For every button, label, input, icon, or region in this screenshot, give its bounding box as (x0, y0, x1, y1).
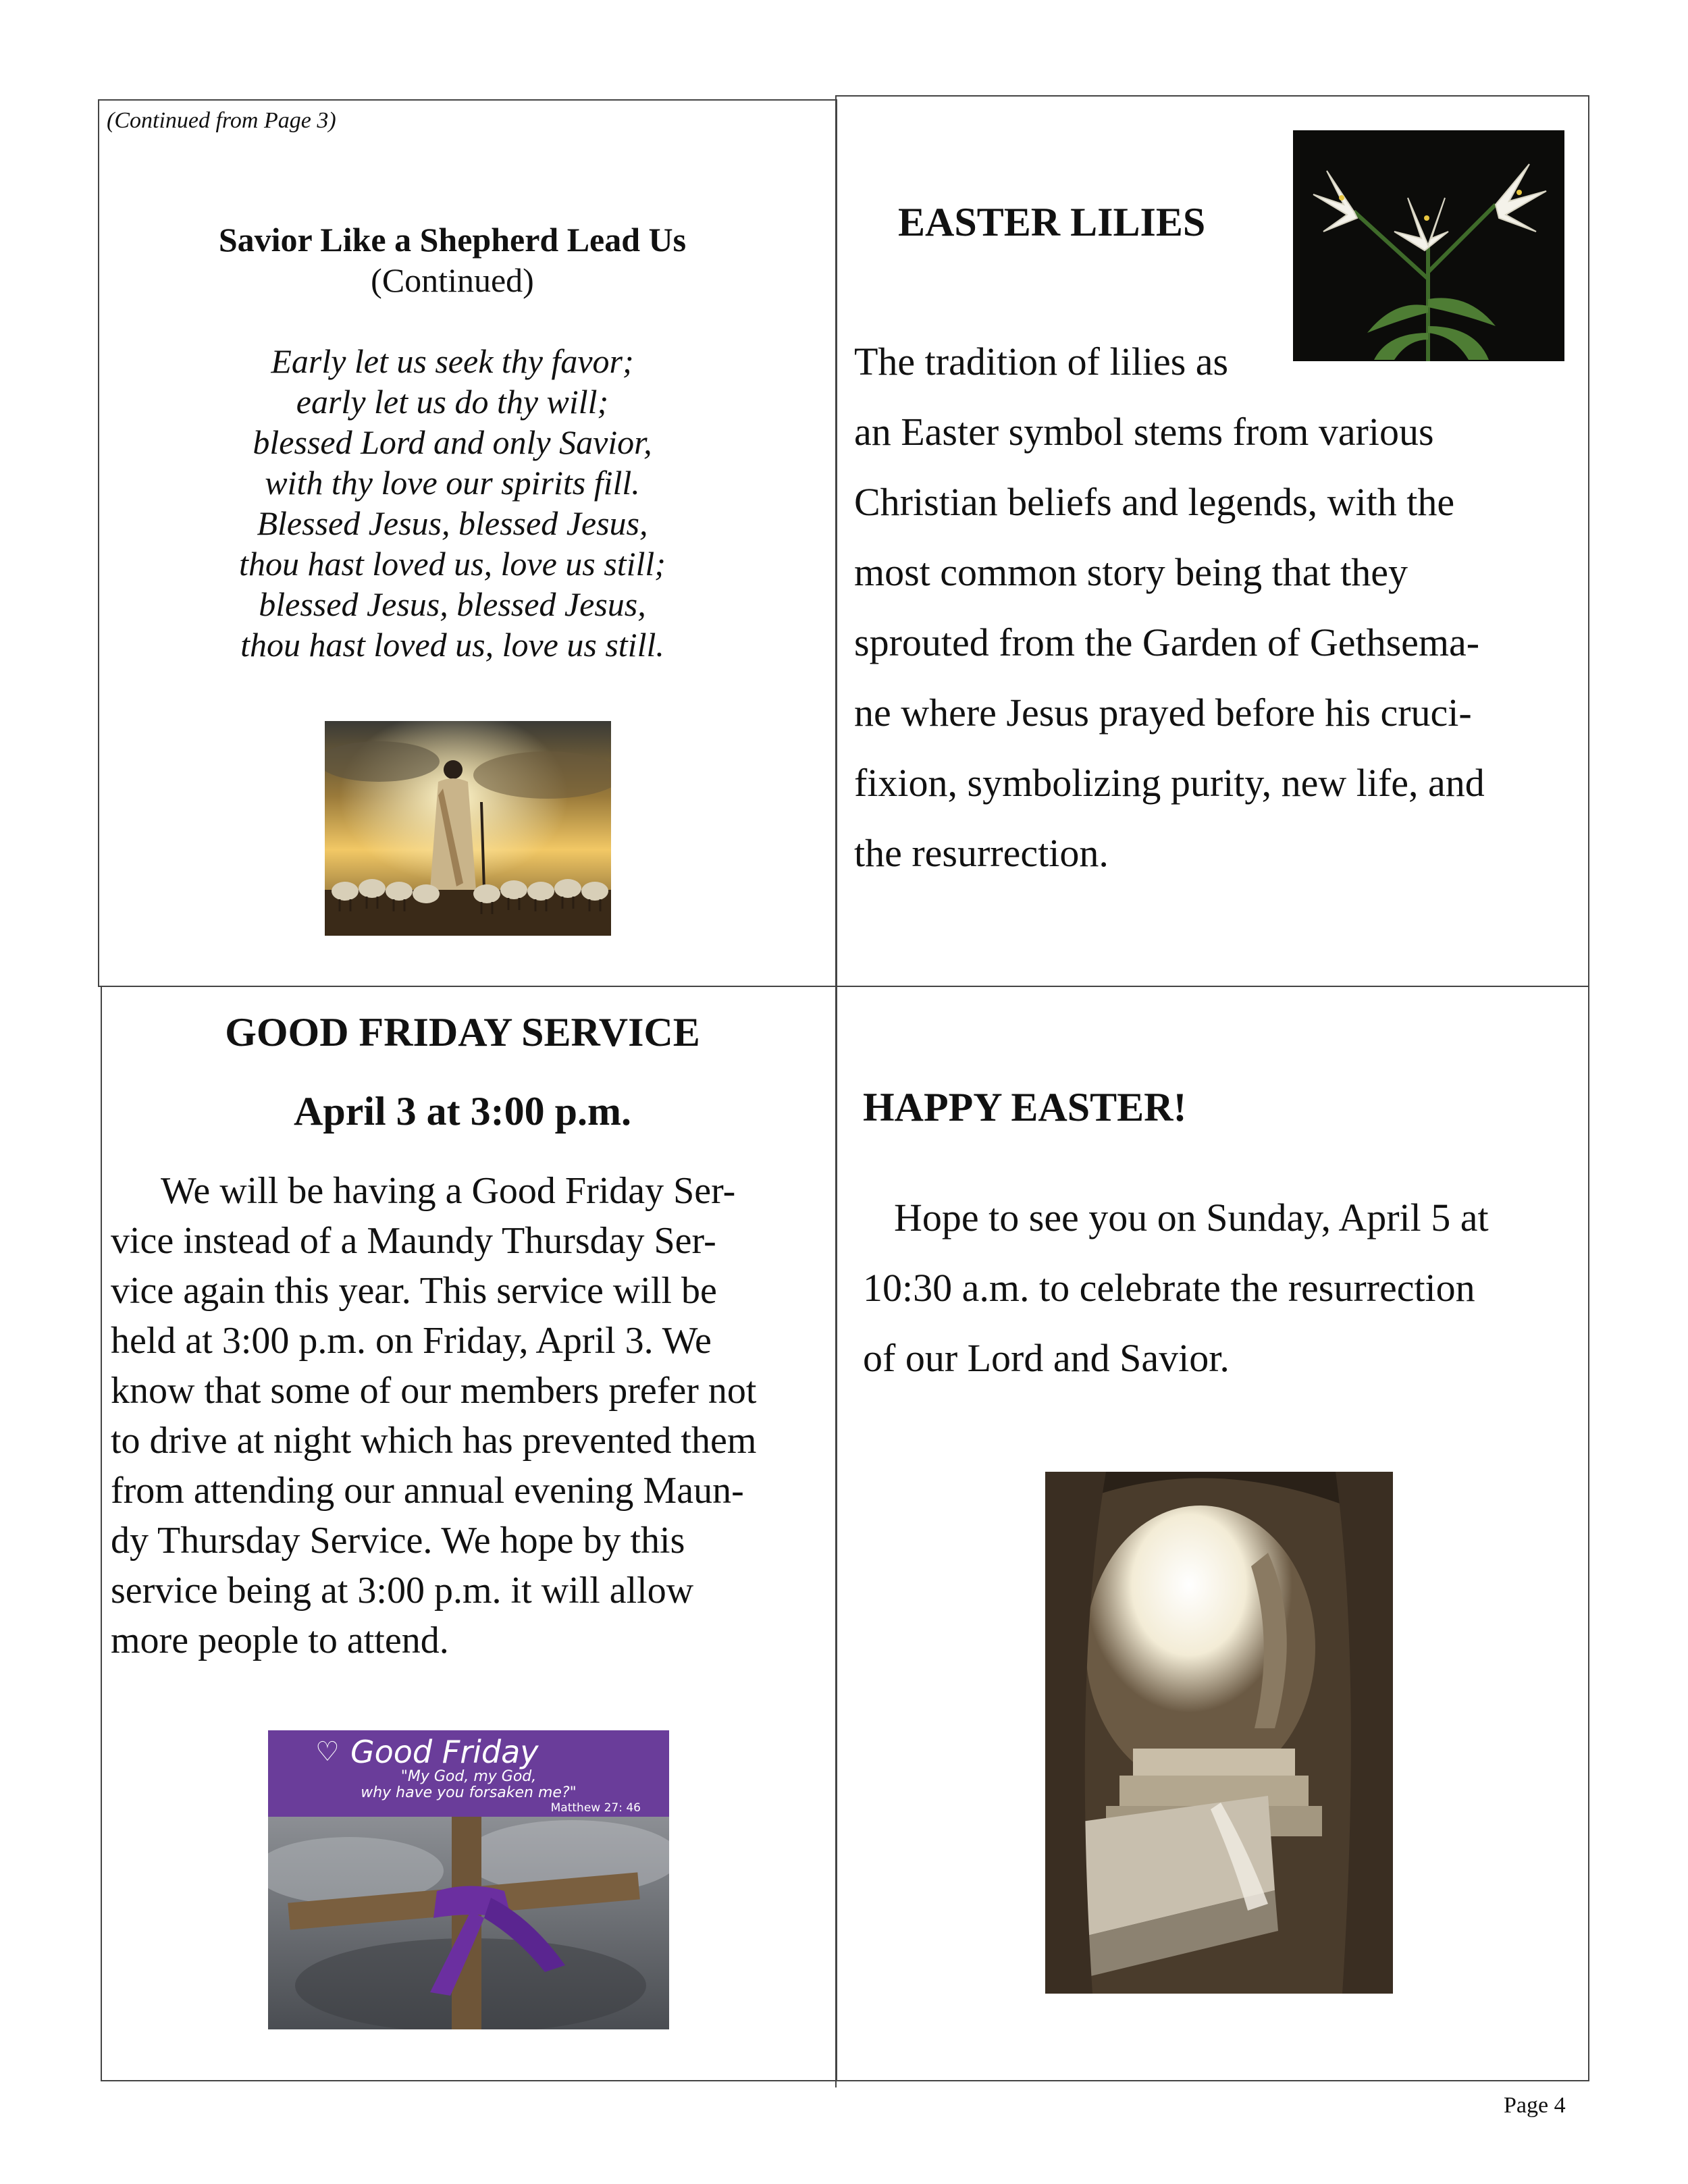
good-friday-title: Good Friday (350, 1734, 539, 1770)
good-friday-heading: GOOD FRIDAY SERVICE (225, 1010, 700, 1055)
body-line: of our Lord and Savior. (863, 1336, 1230, 1380)
verse-line: Early let us seek thy favor; (271, 342, 634, 380)
body-line: to drive at night which has prevented them (111, 1420, 757, 1462)
body-line: The tradition of lilies as (854, 340, 1229, 383)
happy-easter-heading: HAPPY EASTER! (863, 1085, 1187, 1129)
good-friday-quote-2: why have you forsaken me?" (361, 1784, 577, 1801)
verse-line: blessed Lord and only Savior, (253, 423, 652, 461)
heart-cross-icon: ♡ (315, 1736, 340, 1767)
body-line: Hope to see you on Sunday, April 5 at (894, 1196, 1489, 1240)
continued-note: (Continued from Page 3) (107, 108, 336, 133)
body-line: We will be having a Good Friday Ser- (161, 1170, 736, 1212)
easter-lilies-body (854, 327, 1583, 888)
body-line: 10:30 a.m. to celebrate the resurrection (863, 1266, 1475, 1310)
verse-line: blessed Jesus, blessed Jesus, (259, 585, 646, 623)
body-line: vice instead of a Maundy Thursday Ser- (111, 1220, 716, 1262)
body-line: the resurrection. (854, 831, 1109, 875)
body-line: an Easter symbol stems from various (854, 410, 1434, 454)
body-line: service being at 3:00 p.m. it will allow (111, 1570, 694, 1612)
hymn-header (101, 219, 803, 300)
verse-line: early let us do thy will; (296, 383, 609, 421)
shepherd-image (325, 721, 611, 936)
easter-lilies-heading: EASTER LILIES (898, 200, 1206, 244)
good-friday-image (268, 1730, 669, 2029)
body-line: sprouted from the Garden of Gethsema- (854, 620, 1480, 664)
happy-easter-body (863, 1183, 1585, 1393)
verse-line: thou hast loved us, love us still. (240, 626, 664, 664)
body-line: Christian beliefs and legends, with the (854, 480, 1455, 524)
hymn-title: Savior Like a Shepherd Lead Us (218, 221, 687, 259)
body-line: more people to attend. (111, 1620, 449, 1661)
good-friday-banner (268, 1730, 669, 1817)
body-line: ne where Jesus prayed before his cruci- (854, 691, 1472, 735)
good-friday-reference: Matthew 27: 46 (550, 1801, 641, 1815)
verse-line: Blessed Jesus, blessed Jesus, (257, 504, 648, 542)
hymn-verse (101, 341, 803, 665)
good-friday-body (111, 1166, 840, 1666)
page-number: Page 4 (1504, 2093, 1566, 2118)
body-line: most common story being that they (854, 550, 1408, 594)
body-line: know that some of our members prefer not (111, 1370, 757, 1412)
verse-line: thou hast loved us, love us still; (239, 545, 666, 583)
verse-line: with thy love our spirits fill. (265, 464, 640, 502)
hymn-subtitle: (Continued) (371, 261, 534, 299)
cross-graphic (268, 1817, 669, 2029)
body-line: dy Thursday Service. We hope by this (111, 1520, 685, 1562)
good-friday-quote-1: "My God, my God, (400, 1768, 537, 1785)
body-line: from attending our annual evening Maun- (111, 1470, 744, 1512)
good-friday-date: April 3 at 3:00 p.m. (294, 1089, 631, 1134)
body-line: held at 3:00 p.m. on Friday, April 3. We (111, 1320, 712, 1362)
body-line: fixion, symbolizing purity, new life, and (854, 761, 1485, 805)
body-line: vice again this year. This service will be (111, 1270, 717, 1312)
empty-tomb-image (1045, 1472, 1393, 1994)
panel-divider (835, 2079, 837, 2087)
